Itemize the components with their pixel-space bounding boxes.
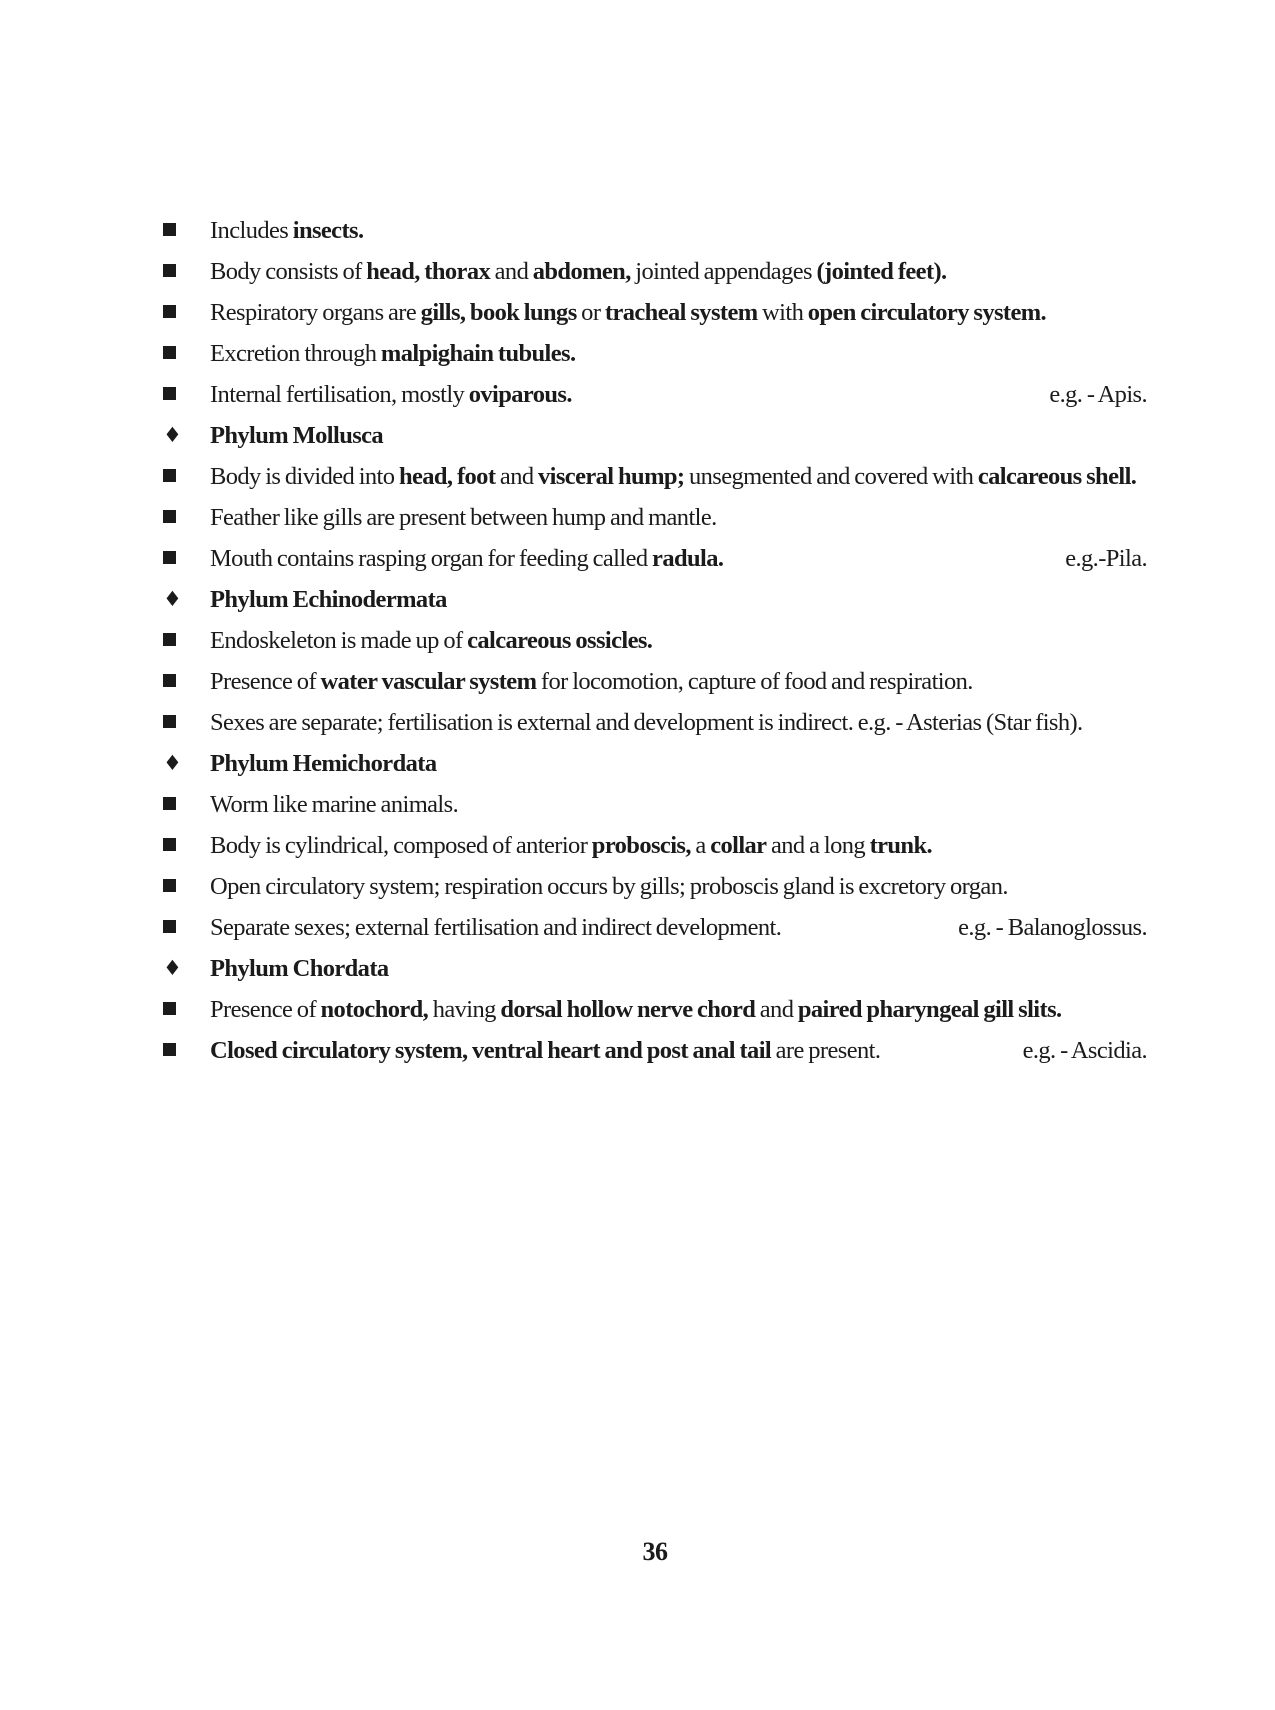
list-item-text: Separate sexes; external fertilisation and indirect development.: [210, 914, 782, 941]
list-item-text: Phylum Echinodermata: [210, 586, 447, 613]
square-bullet-icon: [163, 501, 210, 523]
list-item-text: Mouth contains rasping organ for feeding called radula.: [210, 545, 724, 572]
list-item-text: Body consists of head, thorax and abdomen, jointed appendages (jointed feet).: [210, 258, 947, 285]
list-item: [163, 501, 1147, 534]
phylum-heading-item: [163, 583, 1147, 616]
square-bullet-icon: [163, 337, 210, 359]
list-item-text: Endoskeleton is made up of calcareous ossicles.: [210, 627, 653, 654]
diamond-bullet-icon: ♦: [163, 587, 182, 611]
diamond-bullet-icon: ♦: [163, 423, 182, 447]
phylum-heading-item: [163, 419, 1147, 452]
list-item: [163, 706, 1147, 739]
list-item-text: Presence of notochord, having dorsal hollow nerve chord and paired pharyngeal gill slits.: [210, 996, 1062, 1023]
list-item-text: Closed circulatory system, ventral heart and post anal tail are present.: [210, 1037, 881, 1064]
diamond-bullet-icon: ♦: [163, 751, 182, 775]
list-item: [163, 460, 1147, 493]
square-bullet-icon: [163, 911, 210, 933]
list-item: [163, 542, 1147, 575]
square-bullet-icon: [163, 296, 210, 318]
list-item-text: Phylum Mollusca: [210, 422, 384, 449]
diamond-bullet-icon: ♦: [163, 956, 182, 980]
list-item: [163, 870, 1147, 903]
list-item: [163, 665, 1147, 698]
list-item: [163, 214, 1147, 247]
square-bullet-icon: [163, 829, 210, 851]
list-item: [163, 993, 1147, 1026]
square-bullet-icon: [163, 255, 210, 277]
square-bullet-icon: [163, 378, 210, 400]
list-item: [163, 829, 1147, 862]
example-label: e.g. - Ascidia.: [1022, 1037, 1147, 1064]
list-item-text: Body is divided into head, foot and visceral hump; unsegmented and covered with calcareous shell.: [210, 463, 1137, 490]
list-item: [163, 255, 1147, 288]
square-bullet-icon: [163, 542, 210, 564]
list-item-text: Phylum Chordata: [210, 955, 389, 982]
list-item: [163, 296, 1147, 329]
list-item-text: Phylum Hemichordata: [210, 750, 437, 777]
example-label: e.g.-Pila.: [1065, 545, 1147, 572]
square-bullet-icon: [163, 665, 210, 687]
square-bullet-icon: [163, 993, 210, 1015]
list-item-text: Includes insects.: [210, 217, 364, 244]
list-item-text: Respiratory organs are gills, book lungs or tracheal system with open circulatory system.: [210, 299, 1047, 326]
list-item-text: Internal fertilisation, mostly oviparous.: [210, 381, 572, 408]
phylum-heading-item: [163, 952, 1147, 985]
list-item-text: Body is cylindrical, composed of anterior proboscis, a collar and a long trunk.: [210, 832, 932, 859]
list-item-text: Excretion through malpighain tubules.: [210, 340, 576, 367]
square-bullet-icon: [163, 706, 210, 728]
example-label: e.g. - Balanoglossus.: [958, 914, 1147, 941]
list-item: [163, 378, 1147, 411]
square-bullet-icon: [163, 624, 210, 646]
square-bullet-icon: [163, 214, 210, 236]
list-item: [163, 624, 1147, 657]
square-bullet-icon: [163, 788, 210, 810]
list-item: [163, 337, 1147, 370]
list-item-text: Worm like marine animals.: [210, 791, 459, 818]
list-item: [163, 788, 1147, 821]
example-label: e.g. - Apis.: [1049, 381, 1147, 408]
square-bullet-icon: [163, 870, 210, 892]
list-item: [163, 1034, 1147, 1067]
list-item-text: Feather like gills are present between hump and mantle.: [210, 504, 717, 531]
square-bullet-icon: [163, 460, 210, 482]
list-item-text: Open circulatory system; respiration occurs by gills; proboscis gland is excretory organ.: [210, 873, 1008, 900]
page-number: 36: [642, 1537, 668, 1566]
list-item: [163, 911, 1147, 944]
list-item-text: Presence of water vascular system for locomotion, capture of food and respiration.: [210, 668, 973, 695]
phylum-heading-item: [163, 747, 1147, 780]
bullet-list: [163, 214, 1147, 1075]
list-item-text: Sexes are separate; fertilisation is external and development is indirect. e.g. - Asterias (Star fish).: [210, 709, 1083, 736]
square-bullet-icon: [163, 1034, 210, 1056]
